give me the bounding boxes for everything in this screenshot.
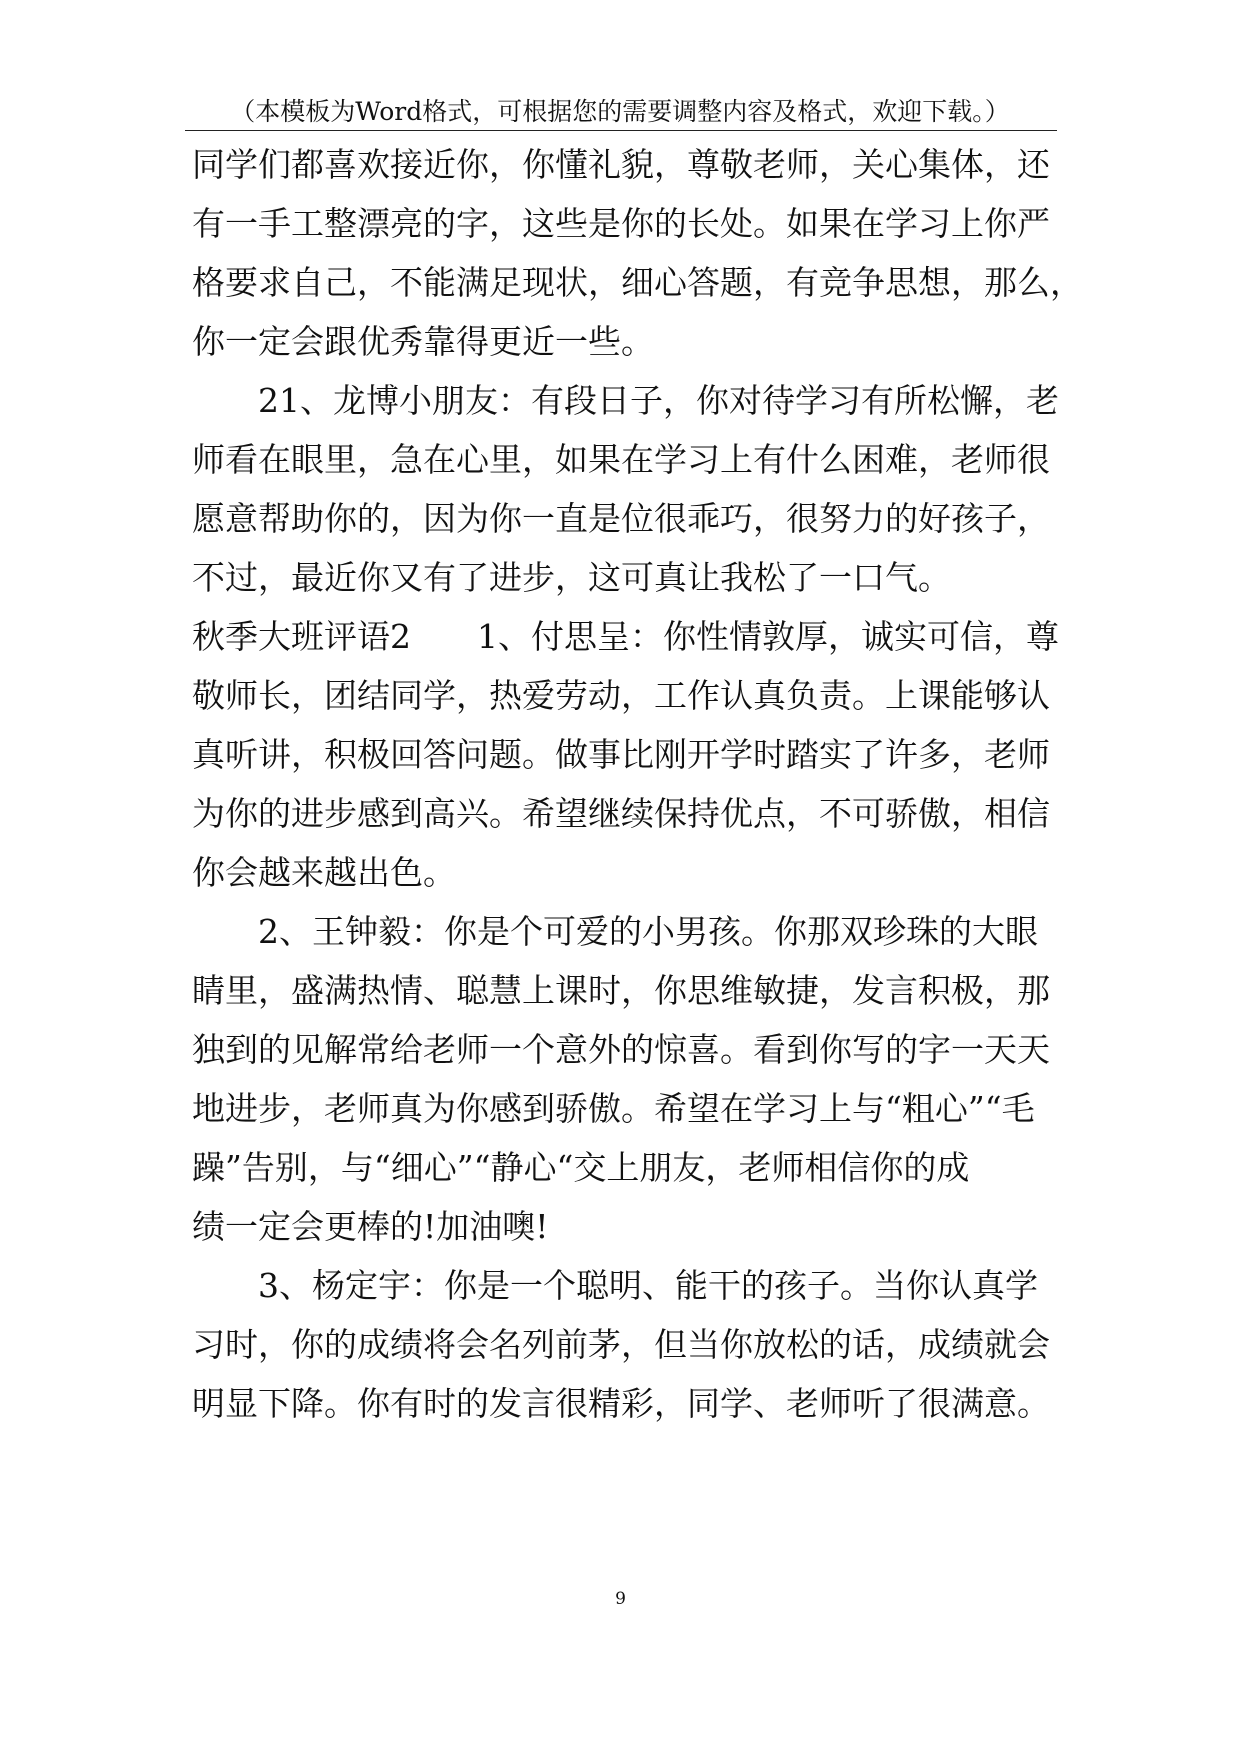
text-line: 格要求自己，不能满足现状，细心答题，有竞争思想，那么， (192, 263, 1083, 302)
text-line: 21、龙博小朋友：有段日子，你对待学习有所松懈，老 (192, 381, 1059, 420)
text-line: 你一定会跟优秀靠得更近一些。 (192, 322, 654, 361)
text-line: 2、王钟毅：你是个可爱的小男孩。你那双珍珠的大眼 (192, 912, 1038, 951)
text-line: 你会越来越出色。 (192, 853, 456, 892)
text-line: 不过，最近你又有了进步，这可真让我松了一口气。 (192, 558, 951, 597)
text-line: 真听讲，积极回答问题。做事比刚开学时踏实了许多，老师 (192, 735, 1050, 774)
header-divider (185, 130, 1057, 131)
text-line: 躁”告别，与“细心”“静心“交上朋友，老师相信你的成 (192, 1148, 970, 1187)
template-header-note: （本模板为Word格式，可根据您的需要调整内容及格式，欢迎下载。） (230, 97, 1010, 126)
text-line: 绩一定会更棒的!加油噢! (192, 1207, 549, 1246)
text-line: 愿意帮助你的，因为你一直是位很乖巧，很努力的好孩子， (192, 499, 1050, 538)
text-line: 敬师长，团结同学，热爱劳动，工作认真负责。上课能够认 (192, 676, 1050, 715)
text-line: 秋季大班评语2 1、付思呈：你性情敦厚，诚实可信，尊 (192, 617, 1059, 656)
text-line: 为你的进步感到高兴。希望继续保持优点，不可骄傲，相信 (192, 794, 1050, 833)
text-line: 习时，你的成绩将会名列前茅，但当你放松的话，成绩就会 (192, 1325, 1050, 1364)
text-line: 睛里，盛满热情、聪慧上课时，你思维敏捷，发言积极，那 (192, 971, 1050, 1010)
text-line: 独到的见解常给老师一个意外的惊喜。看到你写的字一天天 (192, 1030, 1050, 1069)
text-line: 明显下降。你有时的发言很精彩，同学、老师听了很满意。 (192, 1384, 1050, 1423)
text-line: 地进步，老师真为你感到骄傲。希望在学习上与“粗心”“毛 (192, 1089, 1035, 1128)
text-line: 3、杨定宇：你是一个聪明、能干的孩子。当你认真学 (192, 1266, 1038, 1305)
text-line: 有一手工整漂亮的字，这些是你的长处。如果在学习上你严 (192, 204, 1050, 243)
text-line: 同学们都喜欢接近你，你懂礼貌，尊敬老师，关心集体，还 (192, 145, 1050, 184)
page-number: 9 (615, 1589, 626, 1609)
text-line: 师看在眼里，急在心里，如果在学习上有什么困难，老师很 (192, 440, 1050, 479)
